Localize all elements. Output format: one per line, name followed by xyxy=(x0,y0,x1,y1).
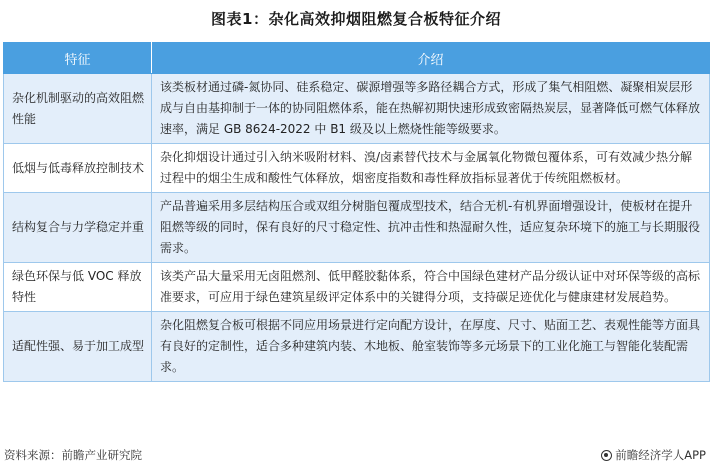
header-feature: 特征 xyxy=(4,43,152,74)
feature-cell: 结构复合与力学稳定并重 xyxy=(4,193,152,263)
feature-cell: 低烟与低毒释放控制技术 xyxy=(4,144,152,193)
qianzhan-logo-icon xyxy=(601,450,612,461)
table-title: 图表1：杂化高效抑烟阻燃复合板特征介绍 xyxy=(211,10,501,28)
brand-name: 前瞻经济学人APP xyxy=(615,448,706,462)
description-cell: 产品普遍采用多层结构压合或双组分树脂包覆成型技术，结合无机-有机界面增强设计，使板材在提升阻燃等级的同时，保有良好的尺寸稳定性、抗冲击性和热湿耐久性，适应复杂环境下的施工与长期服役需求。 xyxy=(152,193,710,263)
table-row xyxy=(4,193,710,263)
description-cell: 杂化抑烟设计通过引入纳米吸附材料、溴/卤素替代技术与金属氧化物微包覆体系，可有效减少热分解过程中的烟尘生成和酸性气体释放，烟密度指数和毒性释放指标显著优于传统阻燃板材。 xyxy=(152,144,710,193)
description-cell: 该类产品大量采用无卤阻燃剂、低甲醛胶黏体系，符合中国绿色建材产品分级认证中对环保等级的高标准要求，可应用于绿色建筑星级评定体系中的关键得分项，支持碳足迹优化与健康建材发展趋势。 xyxy=(152,263,710,312)
header-introduction: 介绍 xyxy=(152,43,710,74)
brand-credit xyxy=(601,447,706,463)
table-row xyxy=(4,74,710,144)
feature-cell: 适配性强、易于加工成型 xyxy=(4,312,152,382)
description-cell: 该类板材通过磷-氮协同、硅系稳定、碳源增强等多路径耦合方式，形成了集气相阻燃、凝聚相炭层形成与自由基抑制于一体的协同阻燃体系，能在热解初期快速形成致密隔热炭层，显著降低可燃气体释放速率，满足 GB 8624-2022 中 B1 级及以上燃烧性能等级要求。 xyxy=(152,74,710,144)
table-row xyxy=(4,263,710,312)
feature-table xyxy=(3,42,710,382)
table-row xyxy=(4,144,710,193)
table-header-row xyxy=(4,43,710,74)
feature-cell: 绿色环保与低 VOC 释放特性 xyxy=(4,263,152,312)
source-note: 资料来源：前瞻产业研究院 xyxy=(4,448,142,462)
table-row xyxy=(4,312,710,382)
description-cell: 杂化阻燃复合板可根据不同应用场景进行定向配方设计，在厚度、尺寸、贴面工艺、表观性能等方面具有良好的定制性，适合多种建筑内装、木地板、舱室装饰等多元场景下的工业化施工与智能化装配需求。 xyxy=(152,312,710,382)
feature-cell: 杂化机制驱动的高效阻燃性能 xyxy=(4,74,152,144)
